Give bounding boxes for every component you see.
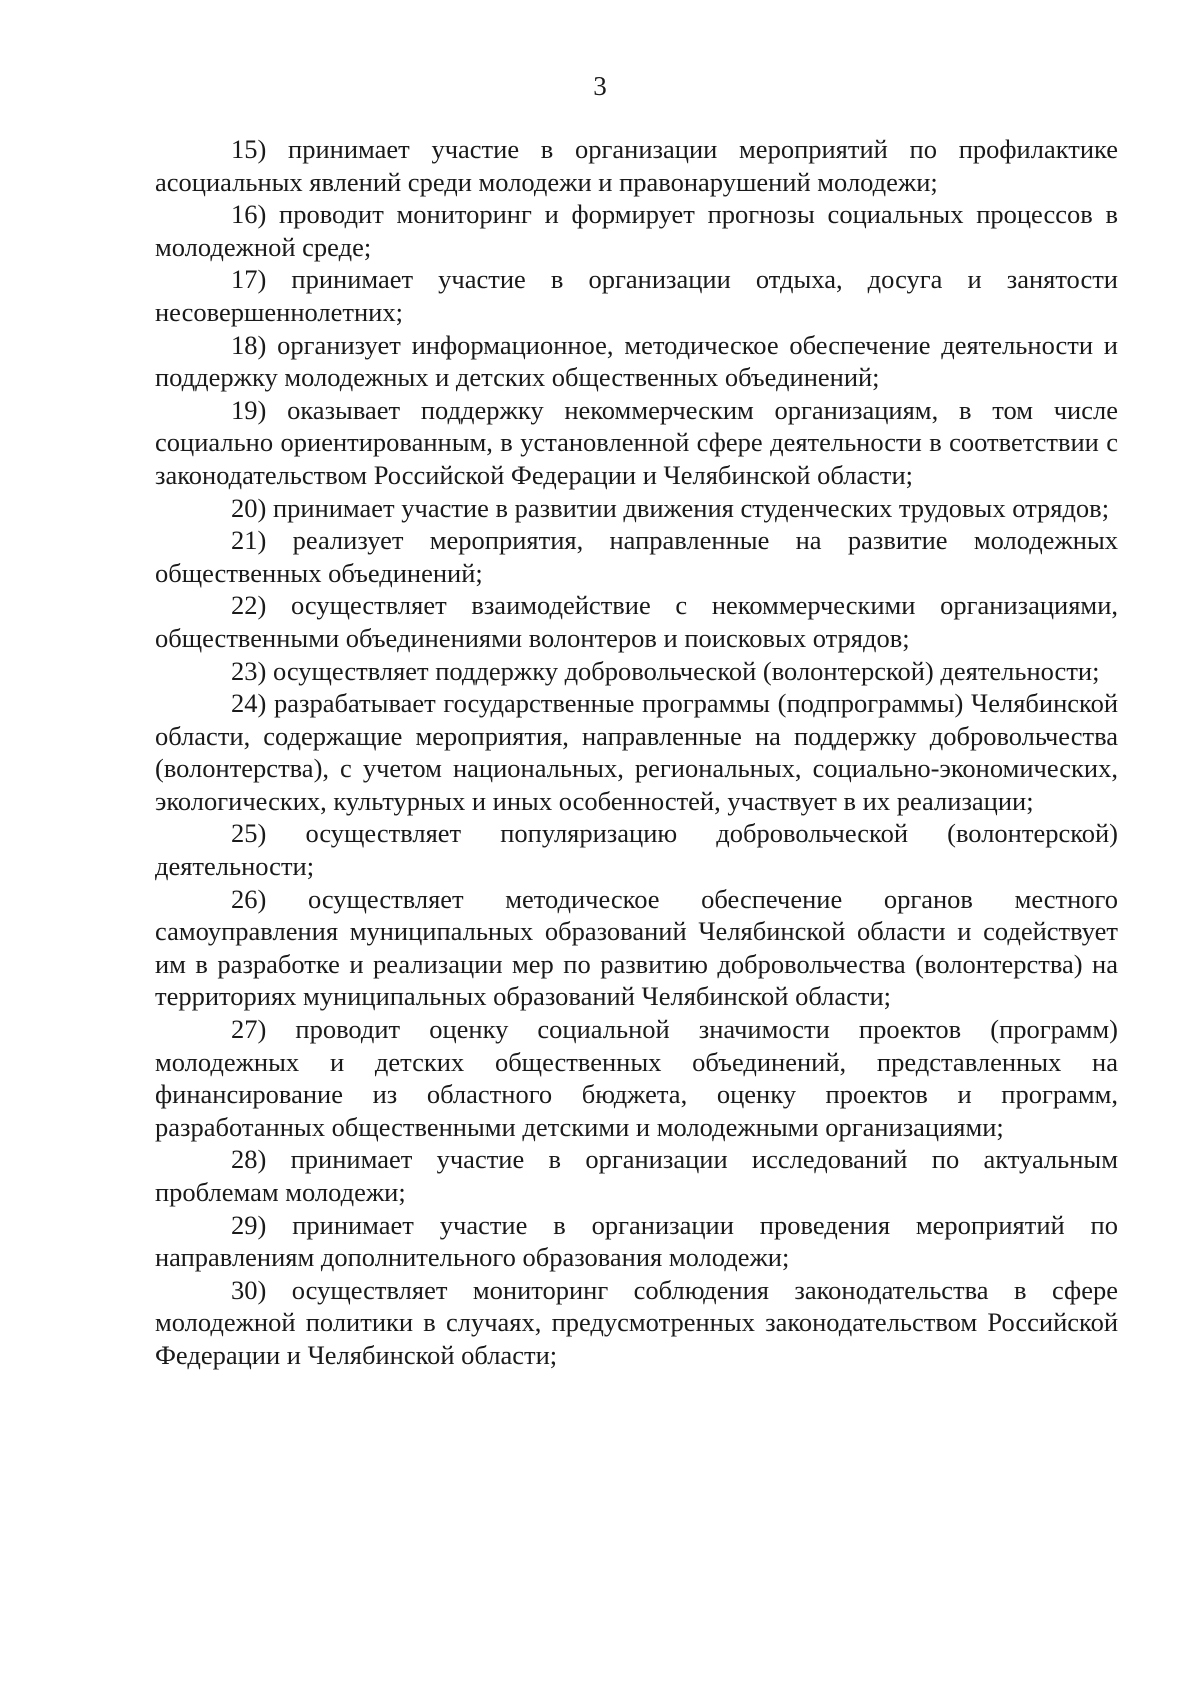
list-item-23: 23) осуществляет поддержку добровольческой (волонтерской) деятельности; [231, 655, 1100, 686]
list-item-19: 19) оказывает поддержку некоммерческим организациям, в том числе социально ориентированным, в установленной сфере деятельности в соответствии с законодательством Российской Федерации и Челябинской области; [155, 394, 1118, 490]
list-item-16: 16) проводит мониторинг и формирует прогнозы социальных процессов в молодежной среде; [155, 199, 1118, 262]
page-number: 3 [593, 71, 607, 101]
list-item-28: 28) принимает участие в организации исследований по актуальным проблемам молодежи; [155, 1144, 1118, 1207]
list-item-29: 29) принимает участие в организации проведения мероприятий по направлениям дополнительного образования молодежи; [155, 1209, 1118, 1273]
list-item-17: 17) принимает участие в организации отдыха, досуга и занятости несовершеннолетних; [155, 264, 1118, 327]
list-item-20: 20) принимает участие в развитии движения студенческих трудовых отрядов; [231, 492, 1110, 523]
list-item-24: 24) разрабатывает государственные программы (подпрограммы) Челябинской области, содержащие мероприятия, направленные на поддержку добровольчества (волонтерства), с учетом национальных, региональных, социально-экономических, экологических, культурных и иных особенностей, участвует в их реализации; [155, 688, 1118, 816]
list-item-25: 25) осуществляет популяризацию добровольческой (волонтерской) деятельности; [155, 818, 1118, 882]
list-item-21: 21) реализует мероприятия, направленные на развитие молодежных общественных объединений; [155, 525, 1118, 588]
list-item-22: 22) осуществляет взаимодействие с некоммерческими организациями, общественными объединениями волонтеров и поисковых отрядов; [155, 590, 1118, 653]
list-item-30: 30) осуществляет мониторинг соблюдения законодательства в сфере молодежной политики в случаях, предусмотренных законодательством Российской Федерации и Челябинской области; [155, 1274, 1118, 1370]
list-item-15: 15) принимает участие в организации мероприятий по профилактике асоциальных явлений среди молодежи и правонарушений молодежи; [155, 134, 1118, 197]
document-body [155, 133, 1118, 1372]
list-item-26: 26) осуществляет методическое обеспечение органов местного самоуправления муниципальных образований Челябинской области и содействует им в разработке и реализации мер по развитию добровольчества (волонтерства) на территориях муниципальных образований Челябинской области; [155, 883, 1118, 1012]
list-item-27: 27) проводит оценку социальной значимости проектов (программ) молодежных и детских общественных объединений, представленных на финансирование из областного бюджета, оценку проектов и программ, разработанных общественными детскими и молодежными организациями; [155, 1014, 1118, 1142]
list-item-18: 18) организует информационное, методическое обеспечение деятельности и поддержку молодежных и детских общественных объединений; [155, 329, 1118, 393]
